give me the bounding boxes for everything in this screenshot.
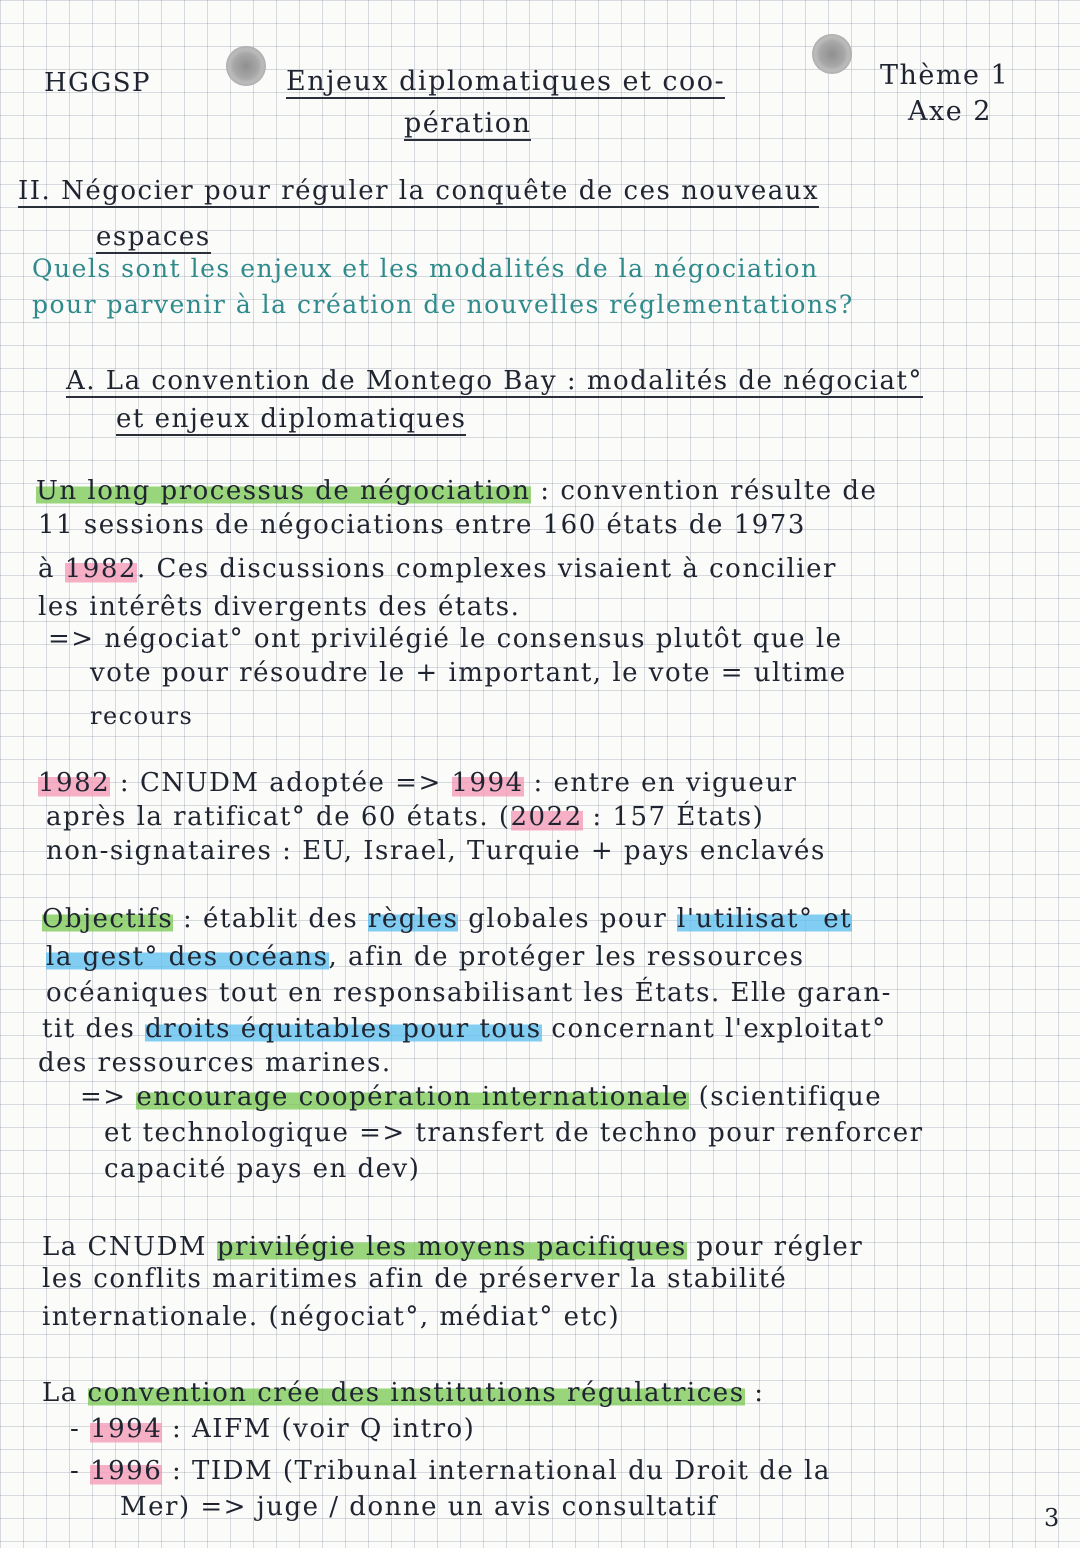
p2-line2: après la ratificat° de 60 états. (2022 : 157 États) [46,802,765,832]
p1-line7: recours [90,702,194,730]
p5-line1: La convention crée des institutions régulatrices : [42,1378,765,1408]
p1-line4: les intérêts divergents des états. [38,592,521,622]
p1-line1: Un long processus de négociation : convention résulte de [36,476,878,506]
p1-line2: 11 sessions de négociations entre 160 états de 1973 [38,510,806,540]
list-item-tidm-continued: Mer) => juge / donne un avis consultatif [120,1492,718,1522]
page-number: 3 [1044,1504,1060,1532]
section-heading-line2: espaces [96,222,211,252]
p3-line6: => encourage coopération internationale (scientifique [80,1082,883,1112]
binder-hole-left [226,46,266,86]
highlight-year-1994: 1994 [90,1414,163,1444]
p1-line5: => négociat° ont privilégié le consensus plutôt que le [48,624,843,654]
p4-line2: les conflits maritimes afin de préserver la stabilité [42,1264,788,1294]
highlight-year-2022: 2022 [510,802,583,832]
subsection-heading-line1: A. La convention de Montego Bay : modalités de négociat° [66,366,923,396]
p3-line7: et technologique => transfert de techno pour renforcer [104,1118,924,1148]
p3-line4: tit des droits équitables pour tous concernant l'exploitat° [42,1014,887,1044]
highlight-peaceful-means: privilégie les moyens pacifiques [216,1232,687,1262]
guiding-question-line1: Quels sont les enjeux et les modalités de la négociation [32,254,819,283]
list-item-tidm: - 1996 : TIDM (Tribunal international du Droit de la [70,1456,831,1486]
highlight-regulatory-institutions: convention crée des institutions régulatrices [87,1378,745,1408]
p2-line3: non-signataires : EU, Israel, Turquie + pays enclavés [46,836,826,866]
highlight-cooperation: encourage coopération internationale [136,1082,689,1112]
highlight-ocean-management: la gest° des océans [46,942,329,972]
guiding-question-line2: pour parvenir à la création de nouvelles réglementations? [32,290,854,319]
p2-line1: 1982 : CNUDM adoptée => 1994 : entre en vigueur [38,768,798,798]
highlight-year-1996: 1996 [90,1456,163,1486]
theme-label: Thème 1 [880,60,1010,91]
highlight-year-1982: 1982 [38,768,111,798]
highlight-year-1982: 1982 [64,554,137,584]
highlight-equitable-rights: droits équitables pour tous [145,1014,542,1044]
subject-label: HGGSP [44,68,152,98]
highlight-year-1994: 1994 [451,768,524,798]
binder-hole-right [812,34,852,74]
p3-line3: océaniques tout en responsabilisant les États. Elle garan- [46,978,892,1008]
axe-label: Axe 2 [908,96,992,127]
p3-line5: des ressources marines. [38,1048,392,1078]
highlight-use: l'utilisat° et [677,904,853,934]
page-title-line2: pération [404,108,532,139]
highlight-objectives: Objectifs [42,904,174,934]
page-title-line1: Enjeux diplomatiques et coo- [286,66,726,97]
highlight-rules: règles [367,904,459,934]
p1-line3: à 1982. Ces discussions complexes visaient à concilier [38,554,837,584]
subsection-heading-line2: et enjeux diplomatiques [116,404,467,434]
highlight-negotiation-process: Un long processus de négociation [36,476,531,506]
p1-line6: vote pour résoudre le + important, le vote = ultime [90,658,847,688]
p4-line3: internationale. (négociat°, médiat° etc) [42,1302,621,1332]
p3-line2: la gest° des océans, afin de protéger les ressources [46,942,805,972]
section-heading-line1: II. Négocier pour réguler la conquête de ces nouveaux [18,176,820,206]
p3-line8: capacité pays en dev) [104,1154,421,1184]
list-item-aifm: - 1994 : AIFM (voir Q intro) [70,1414,476,1444]
p4-line1: La CNUDM privilégie les moyens pacifiques pour régler [42,1232,864,1262]
p3-line1: Objectifs : établit des règles globales pour l'utilisat° et [42,904,853,934]
